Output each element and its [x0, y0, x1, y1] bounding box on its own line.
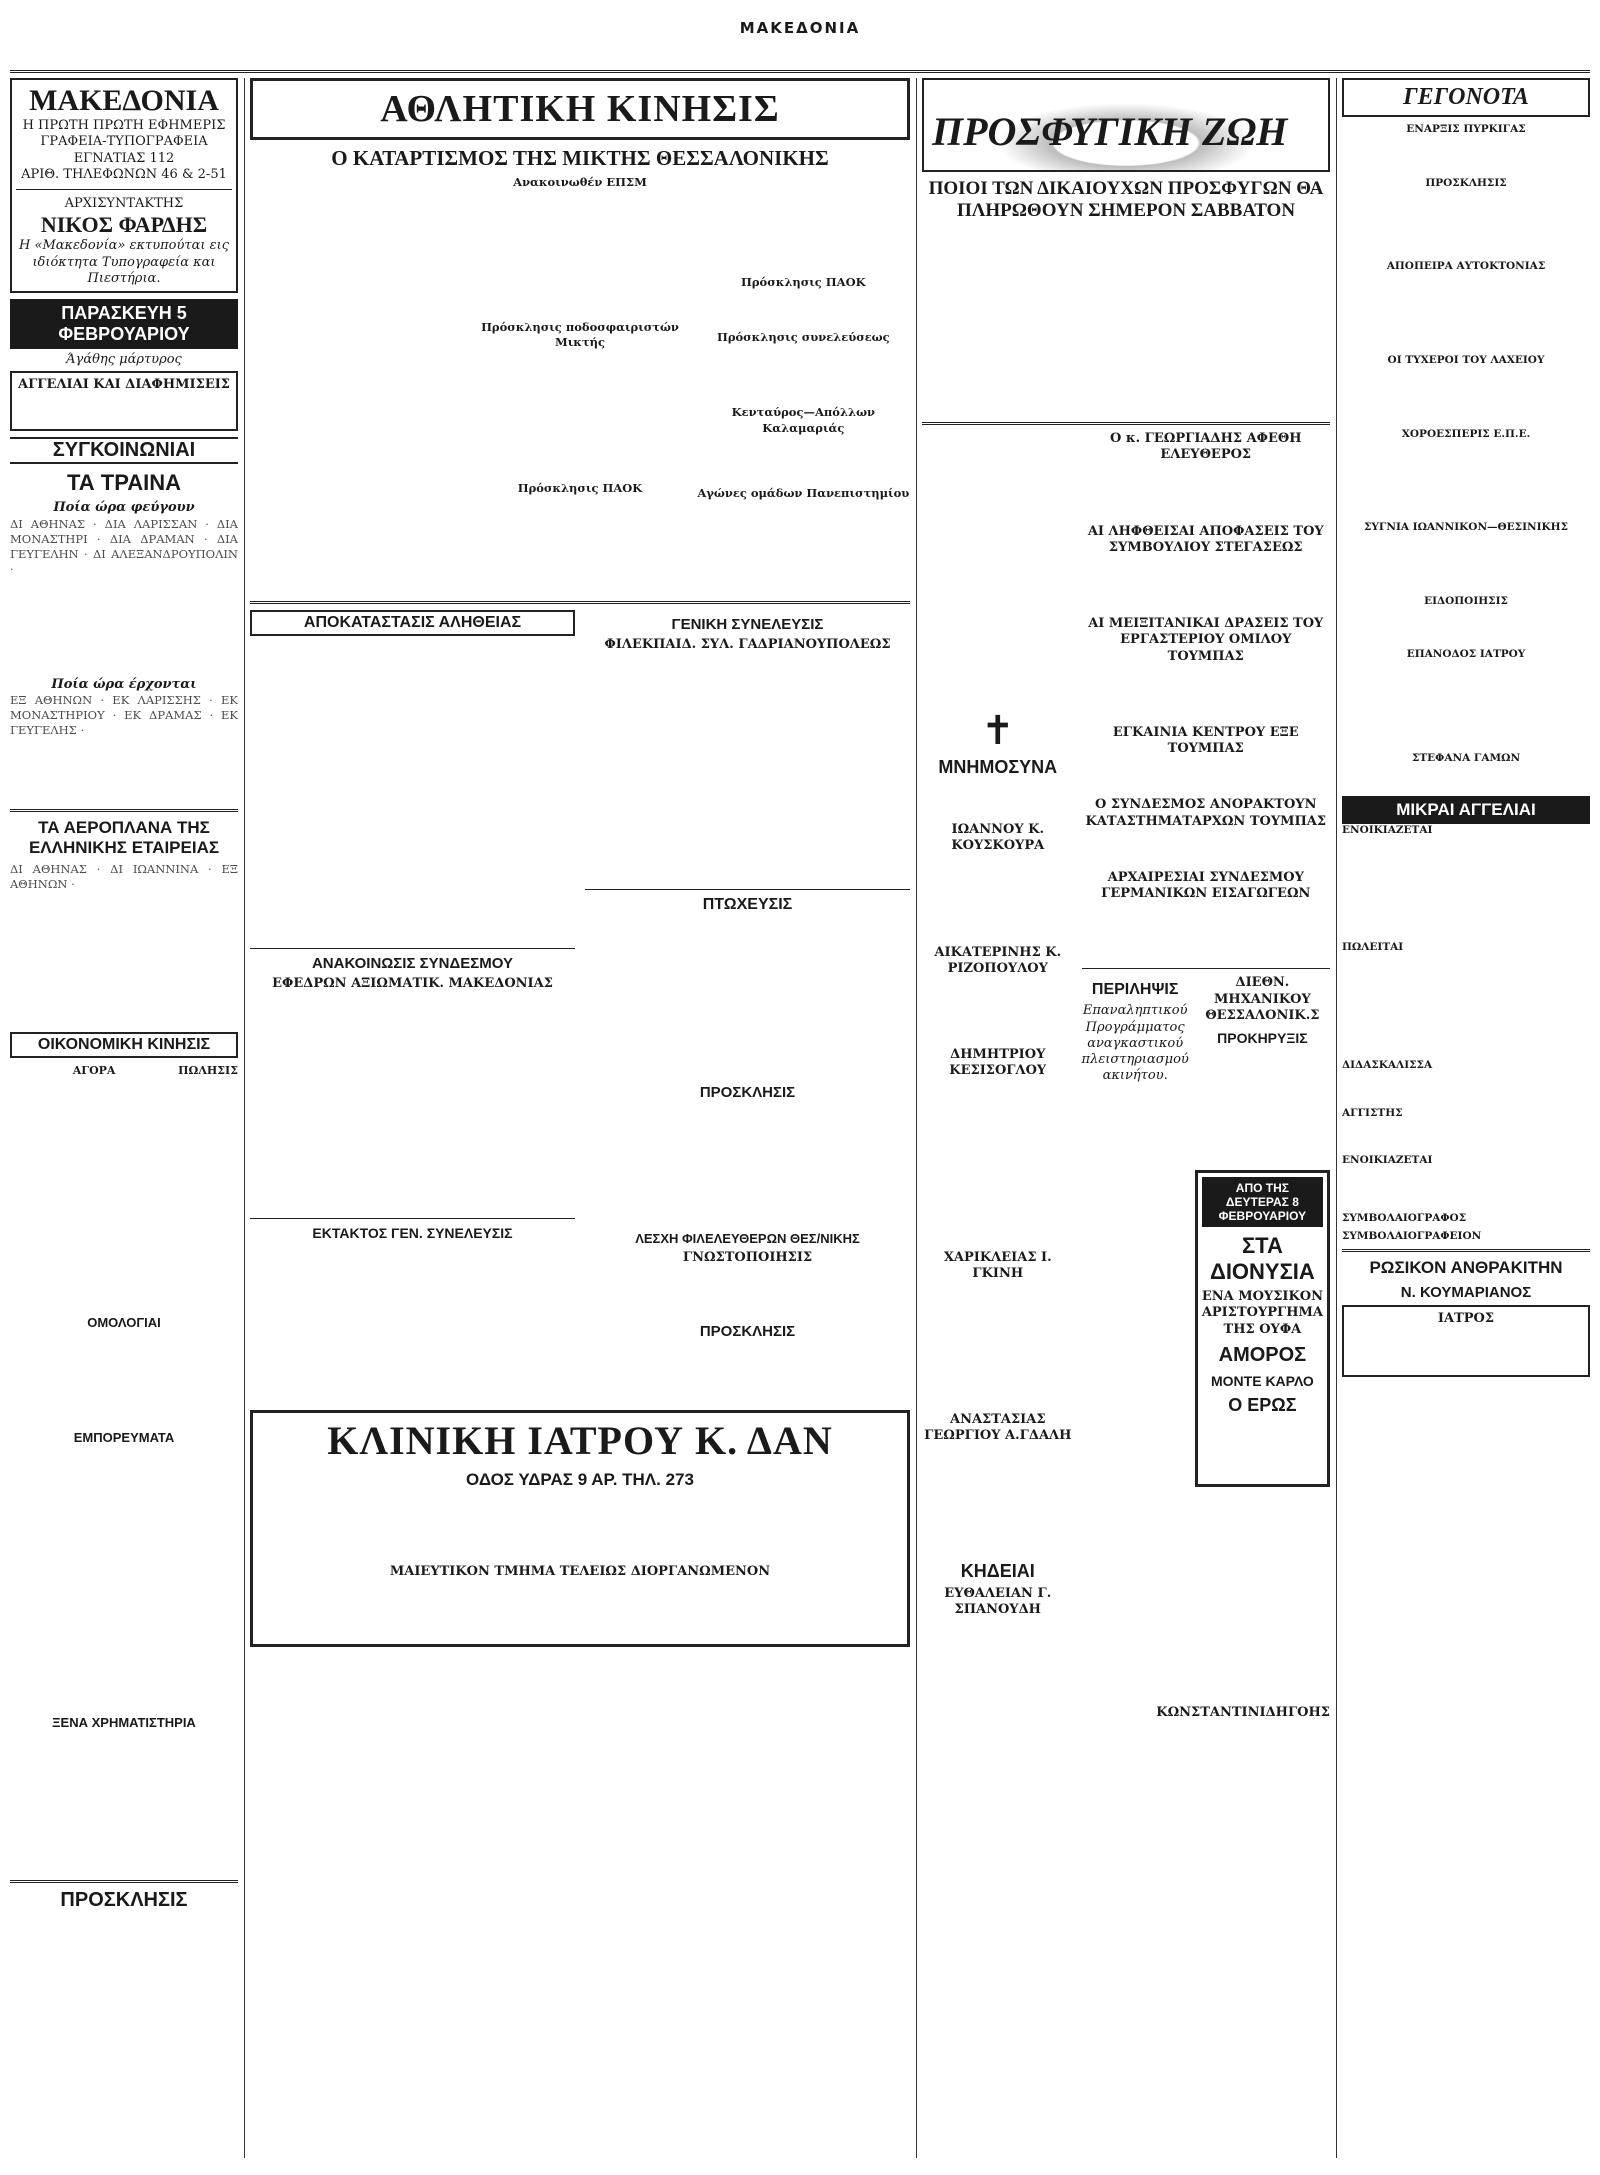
general-assembly-title: ΓΕΝΙΚΗ ΣΥΝΕΛΕΥΣΙΣ [671, 616, 824, 633]
saint-of-day: Άγάθης μάρτυρος [66, 352, 182, 367]
event-1: ΕΝΑΡΞΙΣ ΠΥΡΚΙΓΑΣ [1406, 123, 1526, 135]
trains-header: ΤΑ ΤΡΑΙΝΑ [66, 470, 182, 496]
sports-banner-box [250, 78, 910, 140]
truth-restored-title: ΑΠΟΚΑΤΑΣΤΑΣΙΣ ΑΛΗΘΕΙΑΣ [303, 614, 522, 631]
sports-sub-7: Αγώνες ομάδων Πανεπιστημίου [697, 485, 910, 500]
news-head-4: ΕΓΚΑΙΝΙΑ ΚΕΝΤΡΟΥ ΕΞΕ ΤΟΥΜΠΑΣ [1112, 724, 1299, 756]
memorial-name-4: ΧΑΡΙΚΛΕΙΑΣ Ι. ΓΚΙΝΗ [943, 1249, 1052, 1281]
clinic-sub: ΜΑΙΕΥΤΙΚΟΝ ΤΜΗΜΑ ΤΕΛΕΙΩΣ ΔΙΟΡΓΑΝΩΜΕΝΟΝ [389, 1563, 771, 1579]
sports-sub-4: Πρόσκλησις ΠΑΟΚ [741, 275, 866, 289]
coal-ad-name: Ν. ΚΟΥΜΑΡΙΑΝΟΣ [1400, 1284, 1532, 1302]
refugee-headline: ΠΟΙΟΙ ΤΩΝ ΔΙΚΑΙΟΥΧΩΝ ΠΡΟΣΦΥΓΩΝ ΘΑ ΠΛΗΡΩΘΟΥΝ ΣΗΜΕΡΟΝ ΣΑΒΒΑΤΟΝ [928, 178, 1324, 221]
clinic-address: ΟΔΟΣ ΥΔΡΑΣ 9 ΑΡ. ΤΗΛ. 273 [466, 1469, 694, 1489]
liberals-club-title: ΛΕΣΧΗ ΦΙΛΕΛΕΥΘΕΡΩΝ ΘΕΣ/ΝΙΚΗΣ [635, 1231, 860, 1247]
invitation-2-title: ΠΡΟΣΚΛΗΣΙΣ [699, 1322, 796, 1340]
agora-label: ΑΓΟΡΑ [72, 1063, 116, 1077]
clinic-ad [250, 1410, 910, 1647]
column-1 [10, 78, 238, 2158]
cinema-sub: ΕΝΑ ΜΟΥΣΙΚΟΝ ΑΡΙΣΤΟΥΡΓΗΜΑ ΤΗΣ ΟΥΦΑ [1201, 1289, 1323, 1337]
bonds-header: ΟΜΟΛΟΓΙΑΙ [87, 1314, 161, 1330]
memorial-name-3: ΔΗΜΗΤΡΙΟΥ ΚΕΣΙΣΟΓΛΟΥ [949, 1047, 1047, 1079]
sports-sub-6: Κενταύρος—Απόλλων Καλαμαριάς [731, 405, 876, 435]
editor-label: ΑΡΧΙΣΥΝΤΑΚΤΗΣ [64, 196, 184, 211]
train-schedule-text: ΔΙ ΑΘΗΝΑΣ · ΔΙΑ ΛΑΡΙΣΣΑΝ · ΔΙΑ ΜΟΝΑΣΤΗΡΙ · ΔΙΑ ΔΡΑΜΑΝ · ΔΙΑ ΓΕΥΓΕΛΗΝ · ΔΙ ΑΛΕΞΑΝΔΡΟΥΠΟΛΙΝ · [10, 516, 238, 577]
exchange-rates-text [10, 1079, 238, 1309]
train-arrivals-text: ΕΞ ΑΘΗΝΩΝ · ΕΚ ΛΑΡΙΣΣΗΣ · ΕΚ ΜΟΝΑΣΤΗΡΙΟΥ · ΕΚ ΔΡΑΜΑΣ · ΕΚ ΓΕΥΓΕΛΗΣ · [10, 692, 238, 738]
signature: ΚΩΝΣΤΑΝΤΙΝΙΔΗΓΟΗΣ [1156, 1704, 1330, 1720]
bankruptcies-text [585, 918, 910, 1078]
liberals-club-sub: ΓΝΩΣΤΟΠΟΙΗΣΙΣ [682, 1250, 813, 1266]
column-3 [922, 78, 1330, 2158]
event-2: ΠΡΟΣΚΛΗΣΙΣ [1425, 176, 1507, 189]
news-head-5: Ο ΣΥΝΔΕΣΜΟΣ ΑΝΟΡΑΚΤΟΥΝ ΚΑΤΑΣΤΗΜΑΤΑΡΧΩΝ ΤΟΥΜΠΑΣ [1085, 797, 1327, 829]
foreign-exchange-header: ΞΕΝΑ ΧΡΗΜΑΤΙΣΤΗΡΙΑ [52, 1714, 196, 1730]
events-title: ΓΕΓΟΝΟΤΑ [1403, 84, 1529, 110]
memorials-title: ΜΝΗΜΟΣΥΝΑ [938, 757, 1058, 777]
paper-tagline: Η ΠΡΩΤΗ ΠΡΩΤΗ ΕΦΗΜΕΡΙΣ [22, 118, 226, 133]
mechanical-expo-title: ΔΙΕΘΝ. ΜΗΧΑΝΙΚΟΥ ΘΕΣΣΑΛΟΝΙΚ.Σ [1205, 975, 1320, 1023]
news-head-2: ΑΙ ΛΗΦΘΕΙΣΑΙ ΑΠΟΦΑΣΕΙΣ ΤΟΥ ΣΥΜΒΟΥΛΙΟΥ ΣΤΕΓΑΣΕΩΣ [1087, 523, 1324, 555]
sports-article [250, 175, 910, 595]
classified-3: ΔΙΔΑΣΚΑΛΙΣΣΑ [1342, 1059, 1433, 1072]
clinic-title: ΚΛΙΝΙΚΗ ΙΑΤΡΟΥ Κ. ΔΑΝ [327, 1417, 833, 1463]
extraordinary-assembly-text [250, 1245, 575, 1335]
paper-phones: ΑΡΙΘ. ΤΗΛΕΦΩΝΩΝ 46 & 2-51 [21, 166, 227, 182]
sports-sub-1: Ανακοινωθέν ΕΠΣΜ [513, 175, 647, 189]
left-news-text [922, 431, 1074, 711]
perilipsis-sub: Επαναληπτικού Προγράμματος αναγκαστικού πλειστηριασμού ακινήτου. [1081, 1003, 1189, 1084]
reserve-officers-sub: ΕΦΕΔΡΩΝ ΑΞΙΩΜΑΤΙΚ. ΜΑΚΕΔΟΝΙΑΣ [272, 976, 553, 991]
paper-name: ΜΑΚΕΔΟΝΙΑ [29, 84, 219, 117]
sports-text-1 [250, 175, 463, 595]
editor-note: Η «Μακεδονία» εκτυπούται εις ιδιόκτητα Τυπογραφεία και Πιεστήρια. [19, 238, 229, 286]
extraordinary-assembly-title: ΕΚΤΑΚΤΟΣ ΓΕΝ. ΣΥΝΕΛΕΥΣΙΣ [312, 1225, 513, 1242]
reserve-officers-title: ΑΝΑΚΟΙΝΩΣΙΣ ΣΥΝΔΕΣΜΟΥ [311, 955, 514, 972]
classified-2: ΠΩΛΕΙΤΑΙ [1342, 941, 1404, 954]
issue-date: ΠΑΡΑΣΚΕΥΗ 5 ΦΕΒΡΟΥΑΡΙΟΥ [10, 299, 238, 349]
doctor-box [1342, 1305, 1590, 1377]
invitations-header: ΠΡΟΣΚΛΗΣΙΣ [60, 1888, 188, 1911]
planes-header: ΤΑ ΑΕΡΟΠΛΑΝΑ ΤΗΣ ΕΛΛΗΝΙΚΗΣ ΕΤΑΙΡΕΙΑΣ [28, 817, 220, 857]
cinema-title: ΑΜΟΡΟΣ [1218, 1343, 1307, 1366]
news-head-6: ΑΡΧΑΙΡΕΣΙΑΙ ΣΥΝΔΕΣΜΟΥ ΓΕΡΜΑΝΙΚΩΝ ΕΙΣΑΓΩΓΕΩΝ [1101, 869, 1311, 901]
planes-text: ΔΙ ΑΘΗΝΑΣ · ΔΙ ΙΩΑΝΝΙΝΑ · ΕΞ ΑΘΗΝΩΝ · [10, 861, 238, 891]
invitation-1-text [585, 1105, 910, 1225]
cinema-place: ΣΤΑ ΔΙΟΝΥΣΙΑ [1210, 1233, 1315, 1284]
general-assembly-text [585, 653, 910, 883]
perilipsis-title: ΠΕΡΙΛΗΨΙΣ [1091, 981, 1179, 999]
trains-depart-label: Ποία ώρα φεύγουν [53, 500, 195, 516]
economic-columns [10, 1064, 238, 1079]
general-assembly-sub: ΦΙΛΕΚΠΑΙΔ. ΣΥΛ. ΓΑΔΡΙΑΝΟΥΠΟΛΕΩΣ [604, 637, 891, 652]
event-9: ΣΤΕΦΑΝΑ ΓΑΜΩΝ [1411, 752, 1521, 765]
events-box [1342, 78, 1590, 117]
cinema-days: ΑΠΟ ΤΗΣ ΔΕΥΤΕΡΑΣ 8 ΦΕΒΡΟΥΑΡΙΟΥ [1202, 1177, 1323, 1227]
event-4: ΟΙ ΤΥΧΕΡΟΙ ΤΟΥ ΛΑΧΕΙΟΥ [1387, 353, 1545, 366]
news-head-3: ΑΙ ΜΕΙΞΙΤΑΝΙΚΑΙ ΔΡΑΣΕΙΣ ΤΟΥ ΕΡΓΑΣΤΕΡΙΟΥ ΟΜΙΛΟΥ ΤΟΥΜΠΑΣ [1088, 616, 1324, 664]
classified-1: ΕΝΟΙΚΙΑΖΕΤΑΙ [1342, 823, 1433, 836]
news-head-1: Ο κ. ΓΕΩΡΓΙΑΔΗΣ ΑΦΕΘΗ ΕΛΕΥΘΕΡΟΣ [1109, 431, 1302, 463]
sports-sub-2: Πρόσκλησις ποδοσφαιριστών Μικτής [481, 320, 679, 350]
truth-restored-text [250, 642, 575, 942]
refugee-life-emblem [922, 78, 1330, 172]
event-8: ΕΠΑΝΟΔΟΣ ΙΑΤΡΟΥ [1406, 648, 1526, 661]
classified-4: ΑΓΓΙΣΤΗΣ [1342, 1106, 1403, 1119]
ads-box [10, 371, 238, 431]
masthead-title: ΜΑΚΕΔΟΝΙΑ [739, 19, 861, 37]
sports-sub-5: Πρόσκλησις συνελεύσεως [717, 330, 890, 345]
trains-arrive-label: Ποία ώρα έρχονται [51, 676, 197, 692]
editor-name: ΝΙΚΟΣ ΦΑΡΔΗΣ [40, 212, 208, 238]
column-4 [1342, 78, 1590, 2158]
cinema-ad [1195, 1170, 1330, 1487]
cinema-actors: ΜΟΝΤΕ ΚΑΡΛΟ [1211, 1372, 1314, 1389]
funeral-name: ΕΥΘΑΛΕΙΑΝ Γ. ΣΠΑΝΟΥΔΗ [944, 1585, 1052, 1617]
sports-banner: ΑΘΛΗΤΙΚΗ ΚΙΝΗΣΙΣ [380, 88, 780, 130]
memorial-name-2: ΑΙΚΑΤΕΡΙΝΗΣ Κ. ΡΙΖΟΠΟΥΛΟΥ [934, 944, 1062, 976]
economic-box [10, 1032, 238, 1058]
coal-ad-title: ΡΩΣΙΚΟΝ ΑΝΘΡΑΚΙΤΗΝ [1369, 1258, 1563, 1278]
prokiryxis-title: ΠΡΟΚΗΡΥΞΙΣ [1217, 1030, 1308, 1046]
funerals-title: ΚΗΔΕΙΑΙ [960, 1560, 1035, 1581]
ads-label: ΑΓΓΕΛΙΑΙ ΚΑΙ ΔΙΑΦΗΜΙΣΕΙΣ [17, 377, 230, 393]
foreign-exchange-text [10, 1734, 238, 1874]
masthead [10, 8, 1590, 73]
clinic-text [257, 1494, 903, 1564]
event-6: ΣΥΓΝΙΑ ΙΩΑΝΝΙΚΟΝ—ΘΕΣΙΝΙΚΗΣ [1363, 521, 1569, 534]
column-2 [250, 78, 910, 2158]
sports-headline: Ο ΚΑΤΑΡΤΙΣΜΟΣ ΤΗΣ ΜΙΚΤΗΣ ΘΕΣΣΑΛΟΝΙΚΗΣ [331, 146, 829, 170]
reserve-officers-text [250, 992, 575, 1212]
paper-address: ΓΡΑΦΕΙΑ-ΤΥΠΟΓΡΑΦΕΙΑ ΕΓΝΑΤΙΑΣ 112 [40, 134, 208, 166]
classifieds-header: ΜΙΚΡΑΙ ΑΓΓΕΛΙΑΙ [1342, 796, 1590, 824]
invitation-2-text [585, 1344, 910, 1404]
cross-icon: ✝ [981, 708, 1015, 754]
paper-info-box [10, 78, 238, 293]
sports-sub-3: Πρόσκλησις ΠΑΟΚ [517, 480, 643, 495]
event-7: ΕΙΔΟΠΟΙΗΣΙΣ [1424, 594, 1508, 607]
bonds-text [10, 1334, 238, 1424]
memorial-name-1: ΙΩΑΝΝΟΥ Κ. ΚΟΥΣΚΟΥΡΑ [951, 822, 1045, 854]
economic-header: ΟΙΚΟΝΟΜΙΚΗ ΚΙΝΗΣΙΣ [37, 1035, 211, 1053]
refugee-text [922, 226, 1330, 416]
refugee-life-logo: ΠΡΟΣΦΥΓΙΚΗ ΖΩΗ [932, 109, 1288, 154]
event-3: ΑΠΟΠΕΙΡΑ ΑΥΤΟΚΤΟΝΙΑΣ [1386, 260, 1546, 273]
classified-7: ΣΥΜΒΟΛΑΙΟΓΡΑΦΕΙΟΝ [1342, 1229, 1482, 1242]
memorial-name-5: ΑΝΑΣΤΑΣΙΑΣ ΓΕΩΡΓΙΟΥ Α.ΓΔΑΛΗ [924, 1412, 1072, 1444]
doctor-box-label: ΙΑΤΡΟΣ [1437, 1311, 1495, 1327]
liberals-club-text [585, 1267, 910, 1317]
classified-5: ΕΝΟΙΚΙΑΖΕΤΑΙ [1342, 1154, 1433, 1167]
event-5: ΧΟΡΟΕΣΠΕΡΙΣ Ε.Π.Ε. [1401, 427, 1531, 440]
commodities-text [10, 1449, 238, 1709]
invitation-1-title: ΠΡΟΣΚΛΗΣΙΣ [699, 1084, 796, 1102]
classified-6: ΣΥΜΒΟΛΑΙΟΓΡΑΦΟΣ [1342, 1211, 1467, 1224]
connections-header: ΣΥΓΚΟΙΝΩΝΙΑΙ [10, 437, 238, 464]
commodities-header: ΕΜΠΟΡΕΥΜΑΤΑ [73, 1429, 175, 1445]
newspaper-page [10, 8, 1590, 2158]
poleis-label: ΠΩΛΗΣΙΣ [178, 1063, 238, 1077]
cinema-extra: Ο ΕΡΩΣ [1228, 1394, 1297, 1415]
bankruptcies-title: ΠΤΩΧΕΥΣΙΣ [702, 896, 793, 914]
